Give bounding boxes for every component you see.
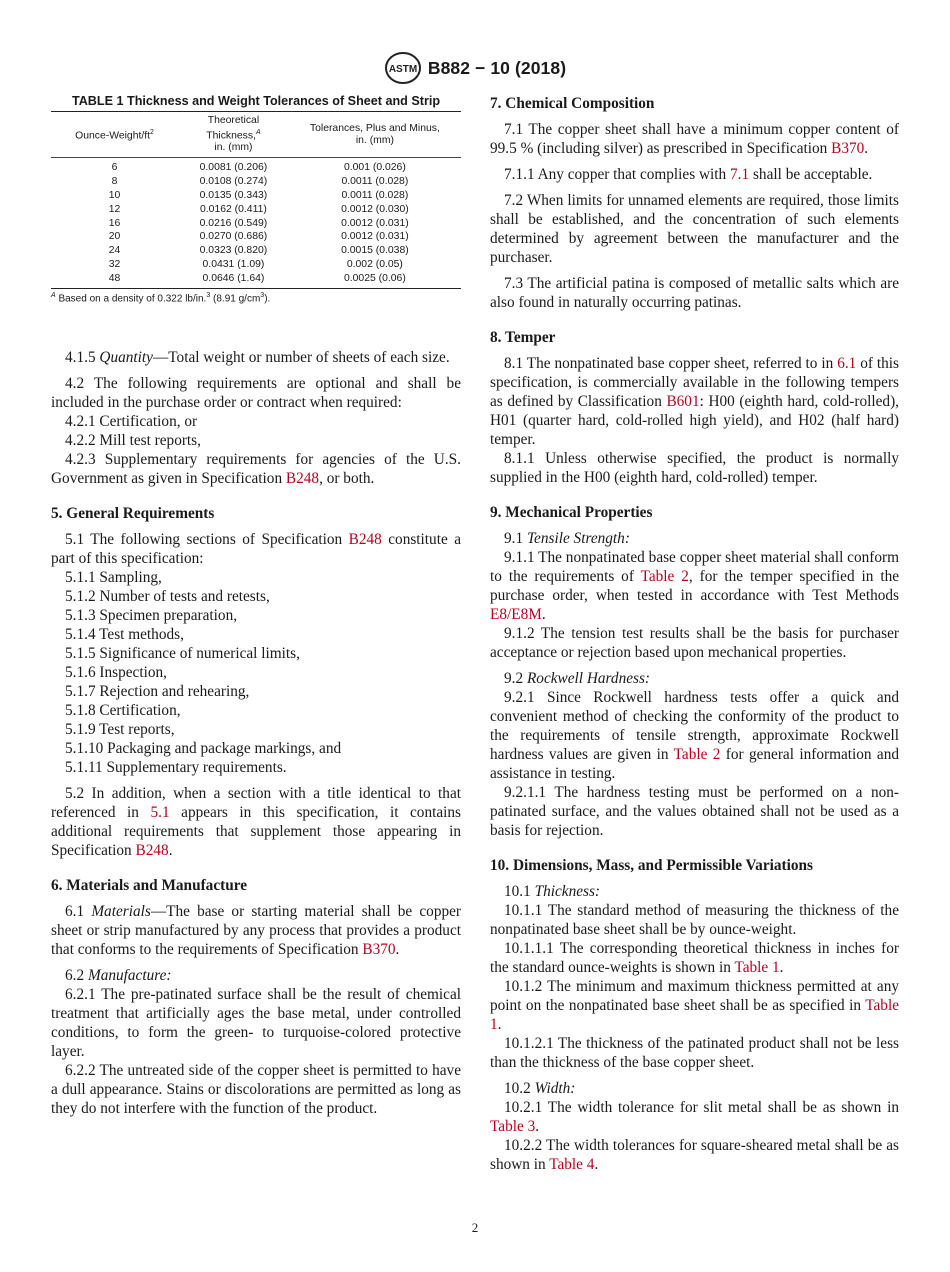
para-10-1-1-1: 10.1.1.1 The corresponding theoretical thickness in inches for the standard ounce-weights is shown in Table 1. bbox=[490, 940, 899, 976]
table1 bbox=[51, 111, 461, 289]
para-4-2-3: 4.2.3 Supplementary requirements for agencies of the U.S. Government as given in Specification B248, or both. bbox=[51, 450, 461, 487]
table-cell-tolerance: 0.0015 (0.038) bbox=[341, 245, 409, 257]
table-row bbox=[51, 217, 461, 231]
table1-title: TABLE 1 Thickness and Weight Tolerances of Sheet and Strip bbox=[71, 94, 441, 108]
link-table-2[interactable]: Table 2 bbox=[673, 746, 721, 763]
table-cell-ounce-weight: 6 bbox=[111, 162, 118, 174]
para-6-1: 6.1 Materials—The base or starting material shall be copper sheet or strip manufactured by any process that provides a product that conforms to the requirements of Specification B370. bbox=[51, 902, 461, 958]
link-table-2[interactable]: Table 2 bbox=[640, 568, 689, 585]
table-cell-tolerance: 0.0012 (0.031) bbox=[341, 231, 409, 243]
page-header bbox=[0, 50, 950, 86]
table1-col-theoretical-thickness: Theoretical Thickness,$^A$ in. (mm) bbox=[178, 112, 289, 158]
table-cell-tolerance: 0.002 (0.05) bbox=[346, 259, 403, 271]
link-b601[interactable]: B601 bbox=[666, 393, 700, 410]
para-10-1-2: 10.1.2 The minimum and maximum thickness permitted at any point on the nonpatinated base sheet shall be as specified in Table 1. bbox=[490, 978, 899, 1033]
link-table-4[interactable]: Table 4 bbox=[549, 1156, 595, 1173]
table-cell-ounce-weight: 16 bbox=[108, 217, 121, 229]
list-item: 5.1.10 Packaging and package markings, and bbox=[65, 739, 342, 757]
table-cell-ounce-weight: 24 bbox=[108, 245, 121, 257]
table-cell-tolerance: 0.001 (0.026) bbox=[343, 162, 406, 174]
para-9-2-1: 9.2.1 Since Rockwell hardness tests offer a quick and convenient method of checking the conformity of the product to the requirements of tensile strength, approximate Rockwell hardness values are given in Table 2 for general information and assistance in testing. bbox=[490, 689, 899, 782]
table-cell-tolerance: 0.0025 (0.06) bbox=[343, 272, 406, 284]
table-cell-tolerance: 0.0012 (0.030) bbox=[341, 203, 409, 215]
link-table-3[interactable]: Table 3 bbox=[490, 1118, 536, 1135]
list-item: 5.1.7 Rejection and rehearing, bbox=[65, 682, 250, 700]
list-item: 5.1.1 Sampling, bbox=[65, 568, 162, 586]
table-cell-thickness: 0.0431 (1.09) bbox=[202, 259, 265, 271]
table-cell-ounce-weight: 12 bbox=[108, 203, 121, 215]
para-6-2: 6.2 Manufacture: bbox=[65, 966, 172, 984]
link-table-1[interactable]: Table 1 bbox=[734, 959, 780, 976]
left-column bbox=[51, 94, 461, 1118]
para-4-2: 4.2 The following requirements are optional and shall be included in the purchase order or contract when required: bbox=[51, 374, 461, 411]
table-row bbox=[51, 158, 461, 175]
table-cell-thickness: 0.0323 (0.820) bbox=[199, 245, 268, 257]
table-row bbox=[51, 203, 461, 217]
para-9-1: 9.1 Tensile Strength: bbox=[504, 530, 630, 547]
list-item: 5.1.8 Certification, bbox=[65, 701, 181, 719]
para-9-1-2: 9.1.2 The tension test results shall be the basis for purchaser acceptance or rejection based upon mechanical properties. bbox=[490, 625, 899, 661]
para-9-2: 9.2 Rockwell Hardness: bbox=[504, 670, 651, 687]
table-cell-ounce-weight: 20 bbox=[108, 231, 121, 243]
link-b370[interactable]: B370 bbox=[831, 140, 865, 157]
table-cell-tolerance: 0.0011 (0.028) bbox=[341, 190, 409, 202]
para-9-2-1-1: 9.2.1.1 The hardness testing must be performed on a non-patinated surface, and the values obtained shall not be used as a basis for rejection. bbox=[490, 784, 899, 839]
list-item: 5.1.5 Significance of numerical limits, bbox=[65, 644, 300, 662]
para-9-1-1: 9.1.1 The nonpatinated base copper sheet material shall conform to the requirements of Table 2, for the temper specified in the purchase order, when tested in accordance with Test Methods E8/E8M. bbox=[490, 549, 900, 623]
list-item: 5.1.4 Test methods, bbox=[65, 625, 184, 643]
para-7-3: 7.3 The artificial patina is composed of metallic salts which are also found in naturally occurring patinas. bbox=[490, 275, 899, 311]
para-7-1-1: 7.1.1 Any copper that complies with 7.1 shall be acceptable. bbox=[504, 166, 873, 183]
list-item: 5.1.11 Supplementary requirements. bbox=[65, 758, 287, 776]
para-10-2-1: 10.2.1 The width tolerance for slit metal shall be as shown in Table 3. bbox=[490, 1099, 899, 1135]
table-cell-ounce-weight: 10 bbox=[108, 190, 121, 202]
para-6-2-1: 6.2.1 The pre-patinated surface shall be the result of chemical treatment that artificially ages the base metal, under controlled conditions, to form the green- to turquoise-colored protective layer. bbox=[51, 985, 461, 1060]
para-5-1: 5.1 The following sections of Specification B248 constitute a part of this specification: bbox=[51, 530, 461, 567]
right-column bbox=[490, 94, 899, 1174]
table-row bbox=[51, 244, 461, 258]
link-6-1[interactable]: 6.1 bbox=[837, 355, 857, 372]
list-item: 5.1.9 Test reports, bbox=[65, 720, 175, 738]
para-8-1-1: 8.1.1 Unless otherwise specified, the product is normally supplied in the H00 (eighth hard, cold-rolled) temper. bbox=[490, 450, 899, 486]
astm-logo-icon bbox=[384, 51, 422, 85]
para-10-1: 10.1 Thickness: bbox=[504, 883, 601, 900]
section-5-heading: 5. General Requirements bbox=[51, 504, 215, 522]
table-cell-thickness: 0.0162 (0.411) bbox=[200, 203, 267, 215]
table-cell-thickness: 0.0108 (0.274) bbox=[199, 176, 268, 188]
list-5-1 bbox=[51, 568, 461, 777]
para-10-1-1: 10.1.1 The standard method of measuring the thickness of the nonpatinated base sheet shall be by ounce-weight. bbox=[490, 902, 899, 938]
table-row bbox=[51, 230, 461, 244]
link-e8-e8m[interactable]: E8/E8M bbox=[490, 606, 542, 623]
para-4-1-5: 4.1.5 Quantity—Total weight or number of sheets of each size. bbox=[65, 348, 450, 366]
table-cell-thickness: 0.0081 (0.206) bbox=[199, 162, 268, 174]
list-item: 5.1.2 Number of tests and retests, bbox=[65, 587, 270, 605]
table-cell-thickness: 0.0270 (0.686) bbox=[199, 231, 268, 243]
link-b248[interactable]: B248 bbox=[285, 469, 320, 487]
table-cell-thickness: 0.0646 (1.64) bbox=[202, 272, 265, 284]
link-b370[interactable]: B370 bbox=[362, 940, 396, 958]
link-table-1[interactable]: Table 1 bbox=[490, 997, 899, 1033]
table1-header-row bbox=[51, 112, 461, 158]
table-cell-thickness: 0.0216 (0.549) bbox=[199, 217, 268, 229]
para-7-1: 7.1 The copper sheet shall have a minimum copper content of 99.5 % (including silver) as prescribed in Specification B370. bbox=[490, 121, 899, 157]
para-10-2-2: 10.2.2 The width tolerances for square-sheared metal shall be as shown in Table 4. bbox=[490, 1137, 899, 1173]
para-8-1: 8.1 The nonpatinated base copper sheet, referred to in 6.1 of this specification, is commercially available in the following tempers as defined by Classification B601: H00 (eighth hard, cold-rolled), H01 (quarter hard, cold-rolled high yield), and H02 (half hard) temper. bbox=[490, 355, 900, 448]
table-cell-thickness: 0.0135 (0.343) bbox=[199, 190, 268, 202]
link-b248[interactable]: B248 bbox=[135, 841, 169, 859]
list-item: 5.1.3 Specimen preparation, bbox=[65, 606, 238, 624]
section-8-heading: 8. Temper bbox=[490, 329, 556, 346]
para-5-2: 5.2 In addition, when a section with a title identical to that referenced in 5.1 appears in this specification, it contains additional requirements that supplement those appearing in Specification B248. bbox=[51, 784, 461, 859]
table-cell-ounce-weight: 48 bbox=[108, 272, 121, 284]
table-cell-tolerance: 0.0011 (0.028) bbox=[341, 176, 409, 188]
list-item: 5.1.6 Inspection, bbox=[65, 663, 167, 681]
link-b248[interactable]: B248 bbox=[348, 530, 382, 548]
standard-designation: B882 − 10 (2018) bbox=[427, 57, 567, 78]
table1-col-tolerances: Tolerances, Plus and Minus, in. (mm) bbox=[289, 112, 461, 158]
svg-text:ASTM: ASTM bbox=[388, 64, 418, 75]
para-4-2-1: 4.2.1 Certification, or bbox=[65, 412, 198, 430]
para-10-2: 10.2 Width: bbox=[504, 1080, 576, 1097]
para-6-2-2: 6.2.2 The untreated side of the copper sheet is permitted to have a dull appearance. Stains or discolorations are permitted as long as they do not interfere with the function of the product. bbox=[51, 1061, 461, 1117]
table-row bbox=[51, 272, 461, 288]
link-7-1[interactable]: 7.1 bbox=[730, 166, 750, 183]
table1-col-ounce-weight: Ounce-$Weight/ft^2$ bbox=[51, 112, 178, 158]
page-number: 2 bbox=[471, 1220, 479, 1235]
section-9-heading: 9. Mechanical Properties bbox=[490, 504, 653, 521]
section-6-heading: 6. Materials and Manufacture bbox=[51, 876, 248, 894]
table-row bbox=[51, 189, 461, 203]
section-10-heading: 10. Dimensions, Mass, and Permissible Variations bbox=[490, 857, 813, 874]
table-row bbox=[51, 258, 461, 272]
table-cell-ounce-weight: 32 bbox=[108, 259, 121, 271]
para-4-2-2: 4.2.2 Mill test reports, bbox=[65, 431, 201, 449]
table1-footnote: $^A$ Based on a density of 0.322 lb/in.$^3$ (8.91 $g/cm^3$). bbox=[51, 291, 271, 304]
section-7-heading: 7. Chemical Composition bbox=[490, 95, 655, 112]
link-5-1[interactable]: 5.1 bbox=[150, 803, 170, 821]
table-cell-tolerance: 0.0012 (0.031) bbox=[341, 217, 409, 229]
para-10-1-2-1: 10.1.2.1 The thickness of the patinated product shall not be less than the thickness of the base copper sheet. bbox=[490, 1035, 899, 1071]
table-cell-ounce-weight: 8 bbox=[111, 176, 118, 188]
para-7-2: 7.2 When limits for unnamed elements are required, those limits shall be established, and the concentration of such elements determined by agreement between the manufacturer and the purchaser. bbox=[490, 192, 899, 266]
table-row bbox=[51, 175, 461, 189]
